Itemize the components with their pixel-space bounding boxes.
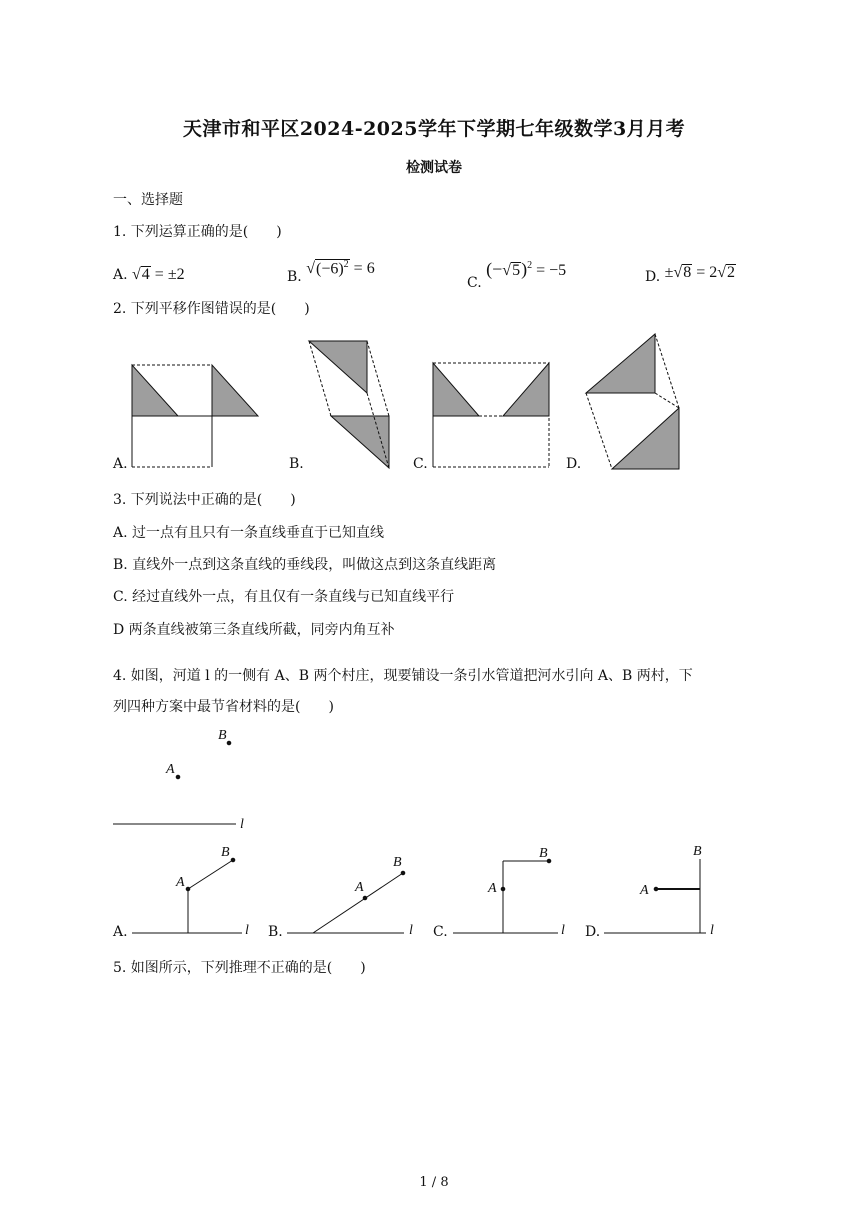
q1-c-rest: = −5 [532, 262, 567, 279]
q4-d-a-label: A [640, 883, 649, 898]
q1-a-radicand: 4 [141, 266, 150, 283]
q2-label-b: B. [289, 456, 304, 472]
q2-label-a: A. [113, 456, 128, 472]
q4-stem-line1: 4. 如图，河道 l 的一侧有 A、B 两个村庄，现要铺设一条引水管道把河水引向 A、B 两村，下 [113, 668, 693, 684]
q1-stem: 1. 下列运算正确的是( ) [113, 224, 282, 240]
q1-c-right: ) [521, 259, 528, 279]
q4-label-c: C. [433, 924, 448, 940]
q1-option-c: C. $(-√5)^2 = -5$ [467, 259, 567, 291]
q2-label-c: C. [413, 456, 428, 472]
page-title: 天津市和平区2024-2025学年下学期七年级数学3月月考 [182, 118, 686, 140]
q1-d-pm: ± [664, 264, 674, 281]
q4-d-b-label: B [693, 844, 702, 859]
q4-stem-line2: 列四种方案中最节省材料的是( ) [113, 699, 334, 715]
q1-option-a: A. √4 = ±2 [113, 266, 185, 283]
q4-b-l-label: l [409, 923, 413, 938]
q1-d-radicand-2: 2 [727, 264, 736, 281]
q1-b-label: B. [287, 269, 302, 286]
q4-label-d: D. [585, 924, 601, 940]
q2-label-d: D. [566, 456, 582, 472]
q5-stem: 5. 如图所示，下列推理不正确的是( ) [113, 960, 366, 976]
q4-main-l-label: l [240, 817, 244, 832]
q1-option-d: D. ±√8 = 2√2 [645, 264, 736, 285]
q4-b-b-label: B [393, 855, 402, 870]
q4-d-l-label: l [710, 923, 714, 938]
q4-a-a-label: A [176, 875, 185, 890]
q4-option-a-figure [132, 845, 249, 938]
q1-c-left: (− [486, 259, 503, 279]
q3-option-a: A. 过一点有且只有一条直线垂直于已知直线 [113, 525, 385, 541]
q1-b-rest: = 6 [349, 260, 375, 278]
q1-c-radicand: 5 [512, 262, 521, 279]
q4-c-b-label: B [539, 846, 548, 861]
q1-c-label: C. [467, 275, 482, 291]
page-subtitle: 检测试卷 [406, 160, 462, 176]
q3-option-c: C. 经过直线外一点，有且仅有一条直线与已知直线平行 [113, 589, 455, 605]
q1-b-sup: 2 [343, 259, 349, 270]
q4-label-a: A. [113, 924, 128, 940]
section-heading: 一、选择题 [113, 192, 183, 208]
q4-option-b-figure [287, 855, 413, 938]
q4-main-b-label: B [218, 728, 227, 743]
q1-a-rest: = ±2 [150, 266, 185, 283]
q3-option-d: D 两条直线被第三条直线所截，同旁内角互补 [113, 622, 395, 638]
q4-main-figure [113, 728, 244, 832]
q4-c-a-label: A [488, 881, 497, 896]
q4-option-d-figure [604, 844, 714, 938]
q4-label-b: B. [268, 924, 283, 940]
q4-a-b-label: B [221, 845, 230, 860]
q4-b-a-label: A [355, 880, 364, 895]
q4-option-c-figure [453, 846, 565, 938]
q1-a-label: A. [113, 267, 128, 283]
q1-c-sup: 2 [527, 260, 533, 271]
q1-d-radicand: 8 [683, 264, 692, 281]
page-number: 1 / 8 [419, 1175, 449, 1190]
q3-option-b: B. 直线外一点到这条直线的垂线段，叫做这点到这条直线距离 [113, 557, 497, 573]
q1-option-b: B. $√(-6)^2 = 6$ [287, 259, 375, 286]
q3-stem: 3. 下列说法中正确的是( ) [113, 492, 296, 508]
q4-main-a-label: A [166, 762, 175, 777]
q1-d-label: D. [645, 269, 661, 285]
q4-a-l-label: l [245, 923, 249, 938]
q1-b-radicand: (−6) [315, 260, 344, 278]
q2-stem: 2. 下列平移作图错误的是( ) [113, 301, 310, 317]
q4-c-l-label: l [561, 923, 565, 938]
q1-d-mid: = 2 [692, 264, 718, 281]
